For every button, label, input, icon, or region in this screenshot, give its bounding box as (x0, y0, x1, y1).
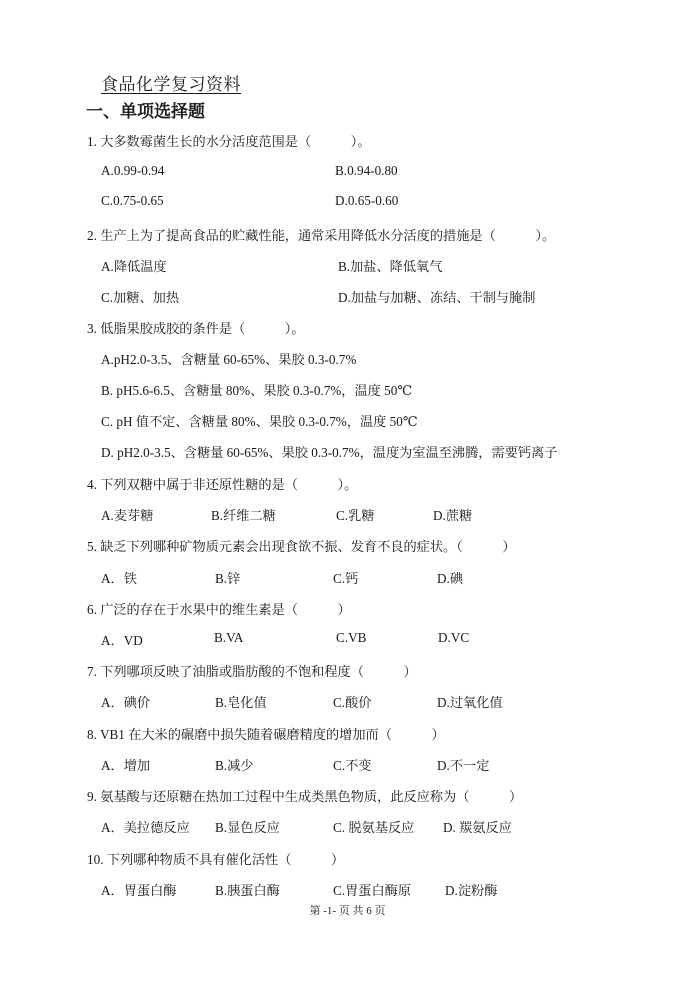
q6-option-c: C.VB (336, 630, 367, 645)
q7-option-c: C.酸价 (333, 695, 372, 710)
q1-option-a: A.0.99-0.94 (101, 163, 165, 178)
q1-option-b: B.0.94-0.80 (335, 163, 398, 178)
document-title: 食品化学复习资料 (101, 75, 241, 94)
question-2: 2. 生产上为了提高食品的贮藏性能，通常采用降低水分活度的措施是（ ）。 (87, 228, 556, 243)
q8-option-a: A．增加 (101, 758, 151, 773)
q4-option-d: D.蔗糖 (433, 508, 473, 523)
q1-option-d: D.0.65-0.60 (335, 193, 399, 208)
q6-option-d: D.VC (438, 630, 470, 645)
q8-option-b: B.减少 (215, 758, 254, 773)
q7-option-b: B.皂化值 (215, 695, 267, 710)
q9-option-c: C. 脱氨基反应 (333, 820, 415, 835)
question-9: 9. 氨基酸与还原糖在热加工过程中生成类黑色物质，此反应称为（ ） (87, 789, 523, 804)
question-7: 7. 下列哪项反映了油脂或脂肪酸的不饱和程度（ ） (87, 664, 417, 679)
q7-option-d: D.过氧化值 (437, 695, 503, 710)
question-5: 5. 缺乏下列哪种矿物质元素会出现食欲不振、发育不良的症状。（ ） (87, 539, 516, 554)
q10-option-b: B.胰蛋白酶 (215, 883, 280, 898)
q10-option-d: D.淀粉酶 (445, 883, 498, 898)
q5-option-b: B.锌 (215, 571, 241, 586)
q8-option-d: D.不一定 (437, 758, 490, 773)
q5-option-d: D.碘 (437, 571, 464, 586)
q2-option-d: D.加盐与加糖、冻结、干制与腌制 (338, 290, 536, 305)
question-3: 3. 低脂果胶成胶的条件是（ ）。 (87, 321, 305, 336)
q7-option-a: A．碘价 (101, 695, 151, 710)
q10-option-a: A．胃蛋白酶 (101, 883, 177, 898)
q2-option-b: B.加盐、降低氧气 (338, 259, 443, 274)
q6-option-a: A．VD (101, 633, 143, 648)
q9-option-b: B.显色反应 (215, 820, 280, 835)
q6-option-b: B.VA (214, 630, 244, 645)
q1-option-c: C.0.75-0.65 (101, 193, 164, 208)
question-4: 4. 下列双糖中属于非还原性糖的是（ ）。 (87, 477, 358, 492)
q5-option-a: A．铁 (101, 571, 137, 586)
question-10: 10. 下列哪种物质不具有催化活性（ ） (87, 852, 345, 867)
q2-option-a: A.降低温度 (101, 259, 167, 274)
q8-option-c: C.不变 (333, 758, 372, 773)
question-8: 8. VB1 在大米的碾磨中损失随着碾磨精度的增加而（ ） (87, 727, 445, 742)
q2-option-c: C.加糖、加热 (101, 290, 180, 305)
q9-option-d: D. 羰氨反应 (443, 820, 512, 835)
question-1: 1. 大多数霉菌生长的水分活度范围是（ ）。 (87, 134, 371, 149)
q10-option-c: C.胃蛋白酶原 (333, 883, 412, 898)
q4-option-a: A.麦芽糖 (101, 508, 154, 523)
section-heading: 一、单项选择题 (86, 102, 205, 122)
q9-option-a: A．美拉德反应 (101, 820, 190, 835)
q4-option-c: C.乳糖 (336, 508, 375, 523)
q5-option-c: C.钙 (333, 571, 359, 586)
q3-option-b: B. pH5.6-6.5、含糖量 80%、果胶 0.3-0.7%，温度 50℃ (101, 383, 413, 398)
question-6: 6. 广泛的存在于水果中的维生素是（ ） (87, 602, 351, 617)
page-footer: 第 -1- 页 共 6 页 (309, 905, 386, 917)
q3-option-d: D. pH2.0-3.5、含糖量 60-65%、果胶 0.3-0.7%，温度为室温至沸腾，需要钙离子 (101, 445, 558, 460)
q4-option-b: B.纤维二糖 (211, 508, 276, 523)
q3-option-a: A.pH2.0-3.5、含糖量 60-65%、果胶 0.3-0.7% (101, 352, 357, 367)
q3-option-c: C. pH 值不定、含糖量 80%、果胶 0.3-0.7%，温度 50℃ (101, 414, 418, 429)
